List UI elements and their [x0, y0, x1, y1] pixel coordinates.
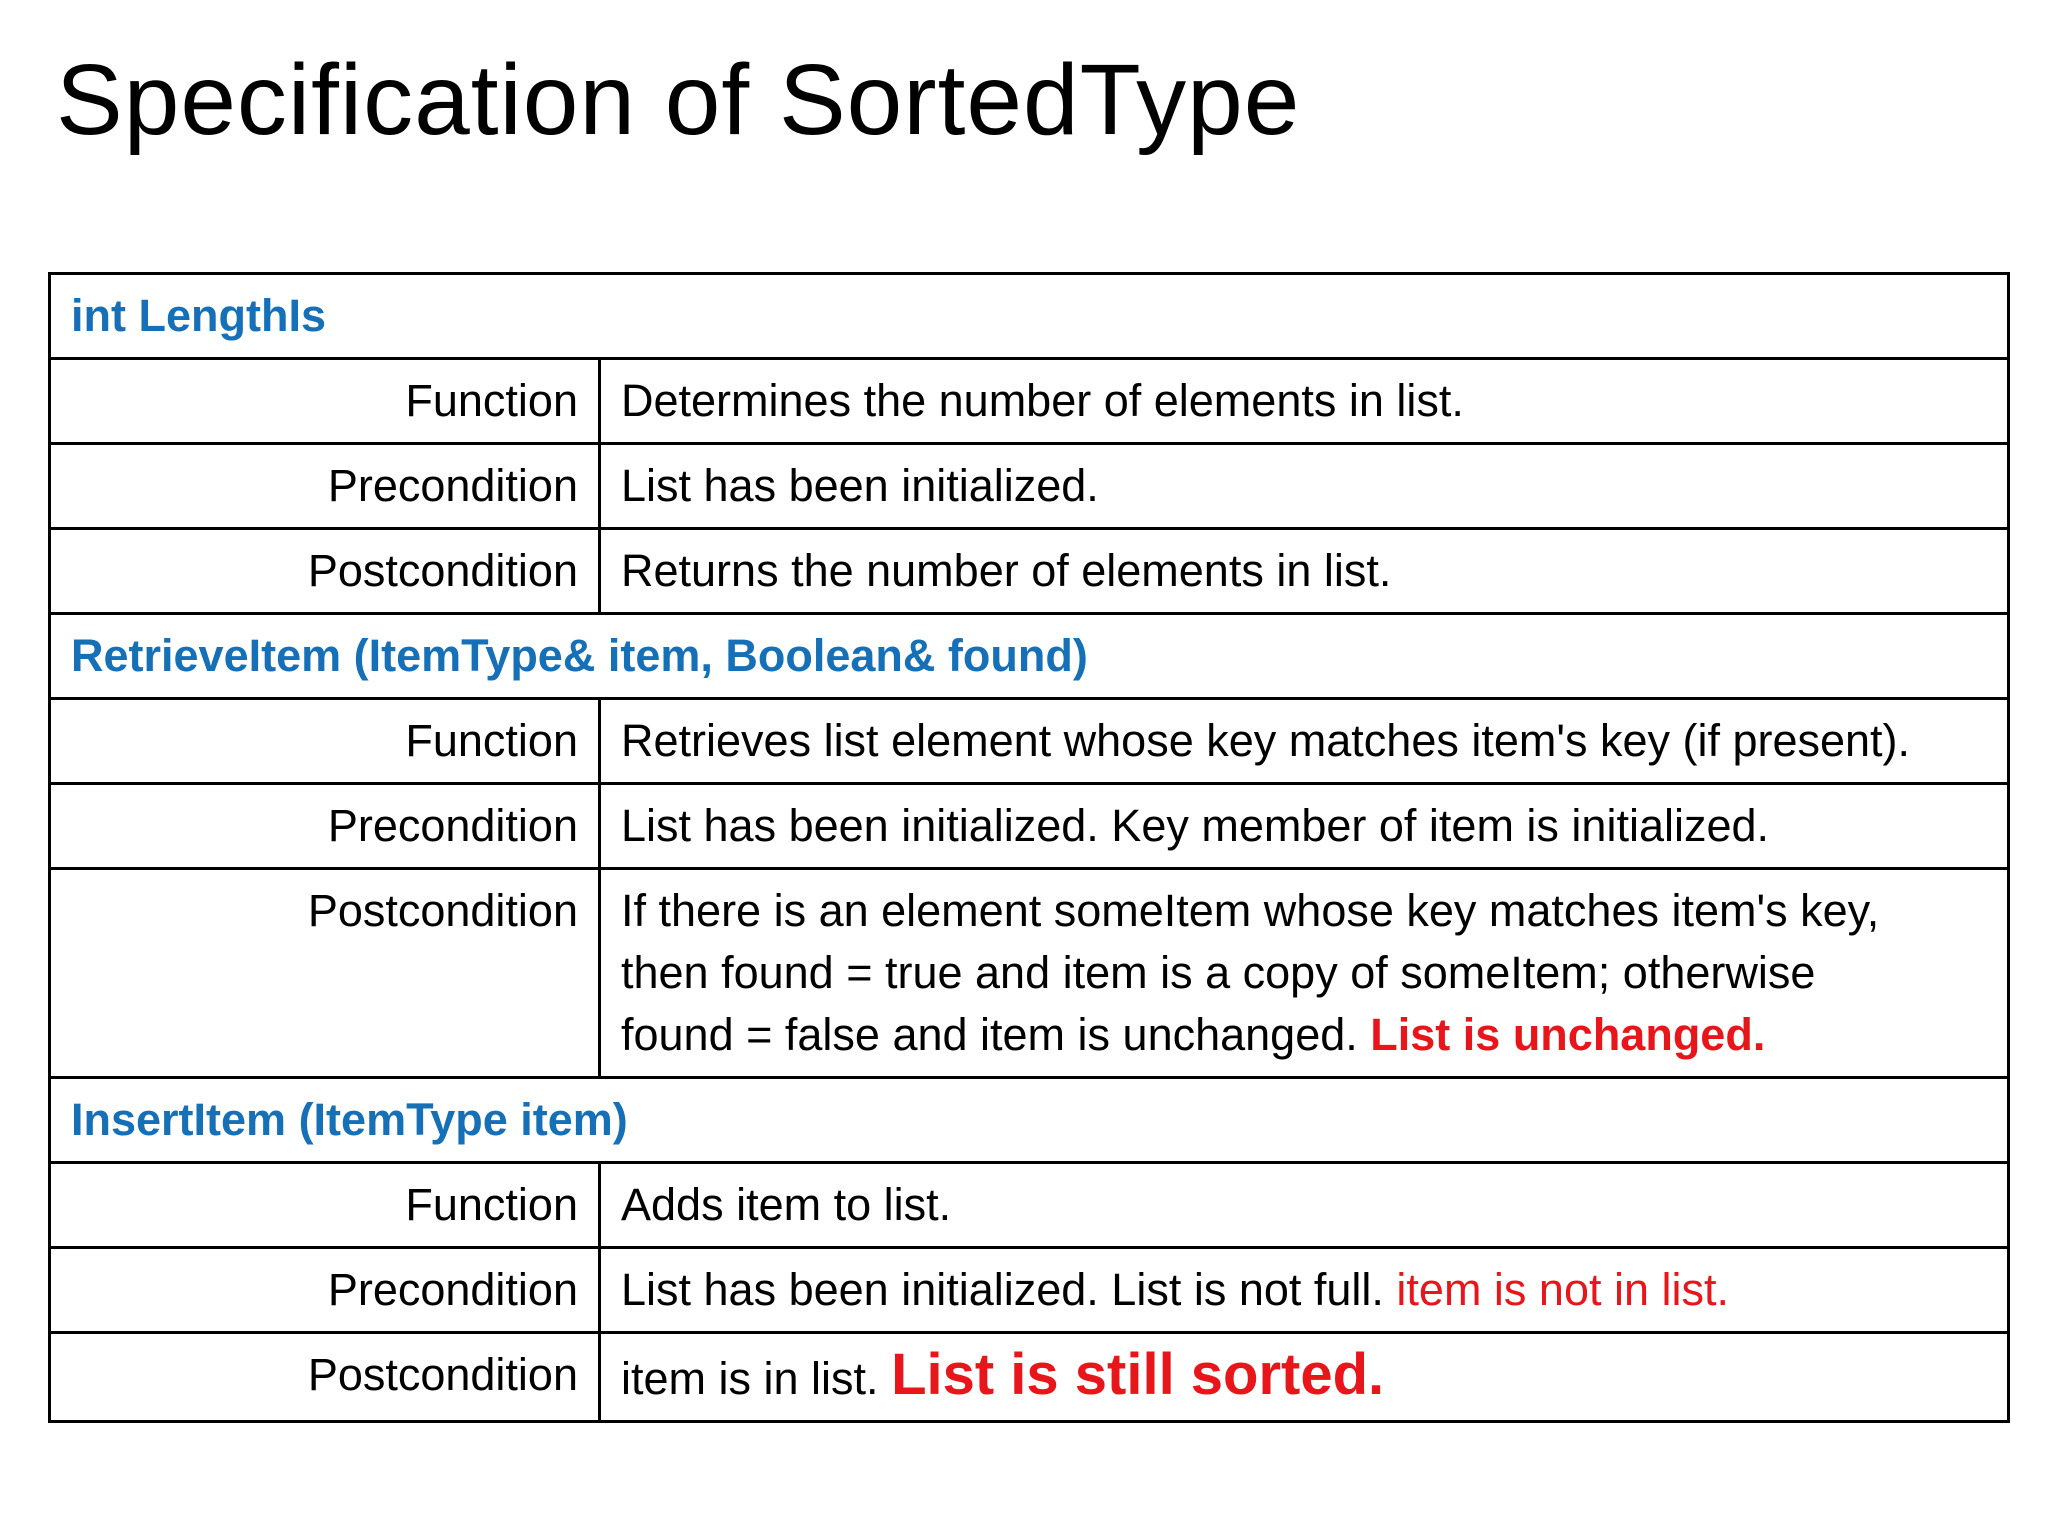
precondition-label: Precondition — [50, 1248, 600, 1333]
section-header-insertitem — [50, 1078, 2009, 1163]
signature-retrieveitem: RetrieveItem (ItemType& item, Boolean& found) — [50, 614, 2009, 699]
insertitem-precondition-text: List has been initialized. List is not full. — [621, 1264, 1397, 1315]
retrieveitem-precondition-text: List has been initialized. Key member of item is initialized. — [600, 784, 2009, 869]
postcondition-line-2: then found = true and item is a copy of someItem; otherwise — [621, 947, 1816, 998]
lengthis-postcondition-row — [50, 529, 2009, 614]
signature-insertitem: InsertItem (ItemType item) — [50, 1078, 2009, 1163]
precondition-label: Precondition — [50, 444, 600, 529]
function-label: Function — [50, 699, 600, 784]
insertitem-postcondition-row — [50, 1333, 2009, 1422]
insertitem-function-text: Adds item to list. — [600, 1163, 2009, 1248]
signature-lengthis: int LengthIs — [50, 274, 2009, 359]
list-unchanged-highlight: List is unchanged. — [1370, 1009, 1766, 1060]
lengthis-precondition-row — [50, 444, 2009, 529]
item-not-in-list-highlight: item is not in list. — [1396, 1264, 1730, 1315]
retrieveitem-function-text: Retrieves list element whose key matches item's key (if present). — [600, 699, 2009, 784]
function-label: Function — [50, 359, 600, 444]
retrieveitem-postcondition-cell — [600, 869, 2009, 1078]
lengthis-function-text: Determines the number of elements in list. — [600, 359, 2009, 444]
slide-title: Specification of SortedType — [56, 44, 1301, 156]
retrieveitem-precondition-row — [50, 784, 2009, 869]
precondition-label: Precondition — [50, 784, 600, 869]
insertitem-precondition-row — [50, 1248, 2009, 1333]
insertitem-postcondition-cell — [600, 1333, 2009, 1422]
list-still-sorted-highlight: List is still sorted. — [891, 1342, 1385, 1407]
lengthis-precondition-text: List has been initialized. — [600, 444, 2009, 529]
postcondition-line-3: found = false and item is unchanged. — [621, 1009, 1371, 1060]
section-header-lengthis — [50, 274, 2009, 359]
postcondition-label: Postcondition — [50, 529, 600, 614]
section-header-retrieveitem — [50, 614, 2009, 699]
postcondition-line-1: If there is an element someItem whose key matches item's key, — [621, 885, 1880, 936]
lengthis-function-row — [50, 359, 2009, 444]
function-label: Function — [50, 1163, 600, 1248]
postcondition-label: Postcondition — [50, 1333, 600, 1422]
retrieveitem-function-row — [50, 699, 2009, 784]
insertitem-postcondition-text: item is in list — [621, 1353, 867, 1404]
lengthis-postcondition-text: Returns the number of elements in list. — [600, 529, 2009, 614]
postcondition-label: Postcondition — [50, 869, 600, 1078]
insertitem-precondition-cell — [600, 1248, 2009, 1333]
retrieveitem-postcondition-row — [50, 869, 2009, 1078]
specification-table — [48, 272, 2010, 1423]
insertitem-function-row — [50, 1163, 2009, 1248]
postcondition-period: . — [866, 1353, 892, 1404]
